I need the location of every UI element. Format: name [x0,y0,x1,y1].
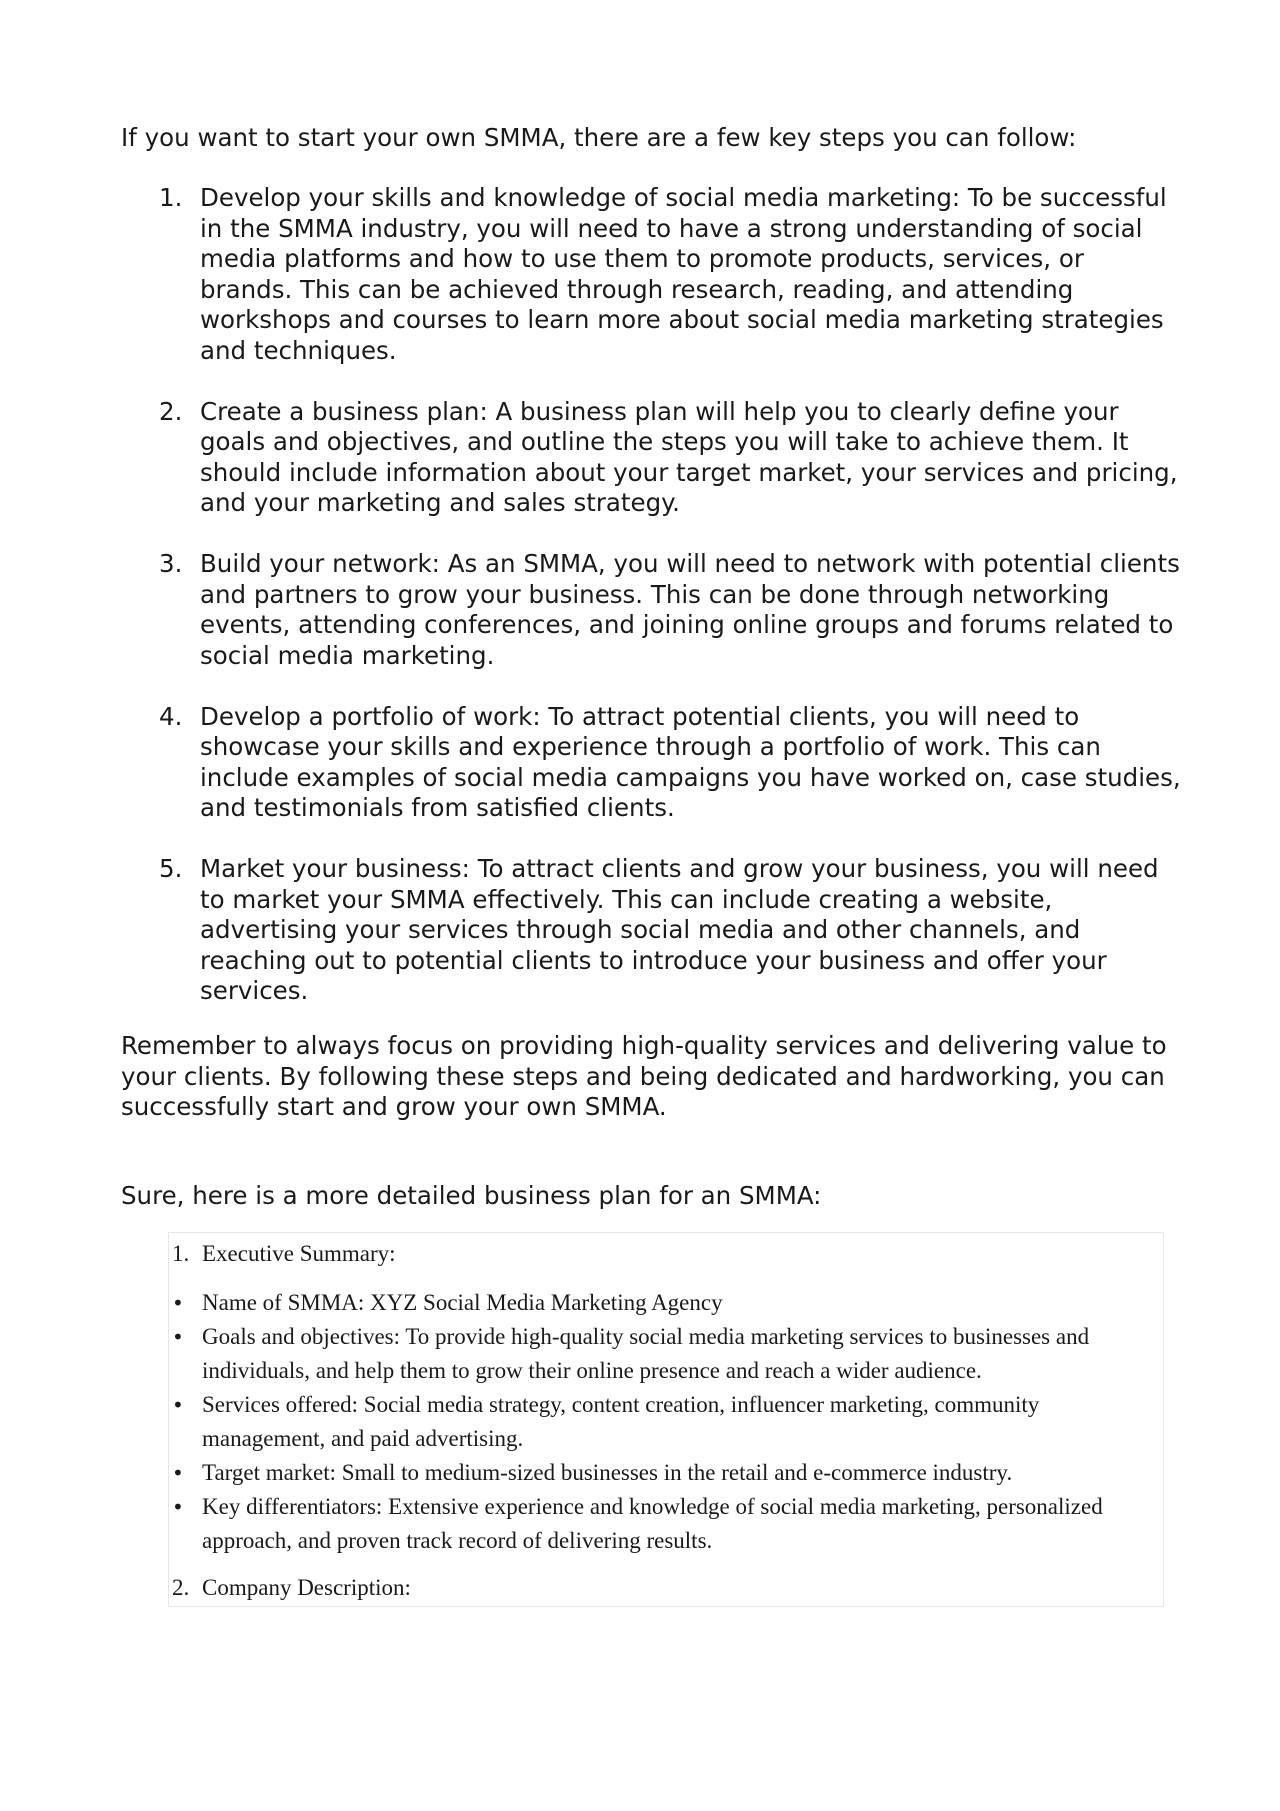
list-item [121,854,1181,1007]
section-title: Company Description: [202,1575,411,1600]
bullet-text: Target market: Small to medium-sized businesses in the retail and e-commerce industry. [202,1460,1013,1485]
list-item-number: 1. [159,183,183,212]
closing-paragraph: Remember to always focus on providing high-quality services and delivering value to your clients. By following these steps and being dedicated and hardworking, you can successfully start and grow your own SMMA. [121,1031,1167,1121]
list-item [121,397,1181,519]
list-item [172,1490,1157,1558]
list-item-text: Develop your skills and knowledge of social media marketing: To be successful in the SMMA industry, you will need to have a strong understanding of social media platforms and how to use them to promote products, services, or brands. This can be achieved through research, reading, and attending workshops and courses to learn more about social media marketing strategies and techniques. [200,183,1167,365]
list-item [172,1456,1157,1490]
business-plan-intro: Sure, here is a more detailed business plan for an SMMA: [121,1181,822,1210]
bullet-icon: • [172,1461,184,1485]
bullet-text: Key differentiators: Extensive experience and knowledge of social media marketing, personalized approach, and proven track record of delivering results. [202,1494,1103,1553]
list-item-number: 2. [159,396,183,426]
list-item-number: 5. [159,854,183,883]
bullet-icon: • [172,1325,184,1349]
list-item-text: Build your network: As an SMMA, you will need to network with potential clients and partners to grow your business. This can be done through networking events, attending conferences, and joining online groups and forums related to social media marketing. [200,549,1180,670]
section-heading-company-description [172,1571,411,1605]
list-item [172,1286,1157,1320]
section-title: Executive Summary: [202,1241,396,1266]
list-item-text: Market your business: To attract clients and grow your business, you will need to market your SMMA effectively. This can include creating a website, advertising your services through social media and other channels, and reaching out to potential clients to introduce your business and offer your services. [200,854,1159,1005]
list-item-number: 4. [159,701,183,731]
bullet-icon: • [172,1291,184,1315]
list-item [172,1320,1157,1388]
bullet-icon: • [172,1495,184,1519]
section-heading-executive-summary [172,1237,396,1271]
bullet-icon: • [172,1393,184,1417]
intro-paragraph: If you want to start your own SMMA, there are a few key steps you can follow: [121,123,1077,152]
business-plan-box [168,1232,1164,1607]
bullet-text: Goals and objectives: To provide high-quality social media marketing services to businesses and individuals, and help them to grow their online presence and reach a wider audience. [202,1324,1090,1383]
list-item [121,702,1181,824]
steps-list [121,183,1181,1037]
list-item [172,1388,1157,1456]
list-item-text: Create a business plan: A business plan will help you to clearly define your goals and objectives, and outline the steps you will take to achieve them. It should include information about your target market, your services and pricing, and your marketing and sales strategy. [200,396,1178,517]
bullet-text: Services offered: Social media strategy, content creation, influencer marketing, community management, and paid advertising. [202,1392,1040,1451]
executive-summary-bullets [172,1286,1157,1558]
section-number: 2. [172,1575,190,1600]
bullet-text: Name of SMMA: XYZ Social Media Marketing Agency [202,1290,723,1315]
list-item-number: 3. [159,549,183,578]
list-item-text: Develop a portfolio of work: To attract potential clients, you will need to showcase your skills and experience through a portfolio of work. This can include examples of social media campaigns you have worked on, case studies, and testimonials from satisfied clients. [200,701,1181,822]
list-item [121,549,1181,671]
list-item [121,183,1181,366]
section-number: 1. [172,1241,190,1266]
